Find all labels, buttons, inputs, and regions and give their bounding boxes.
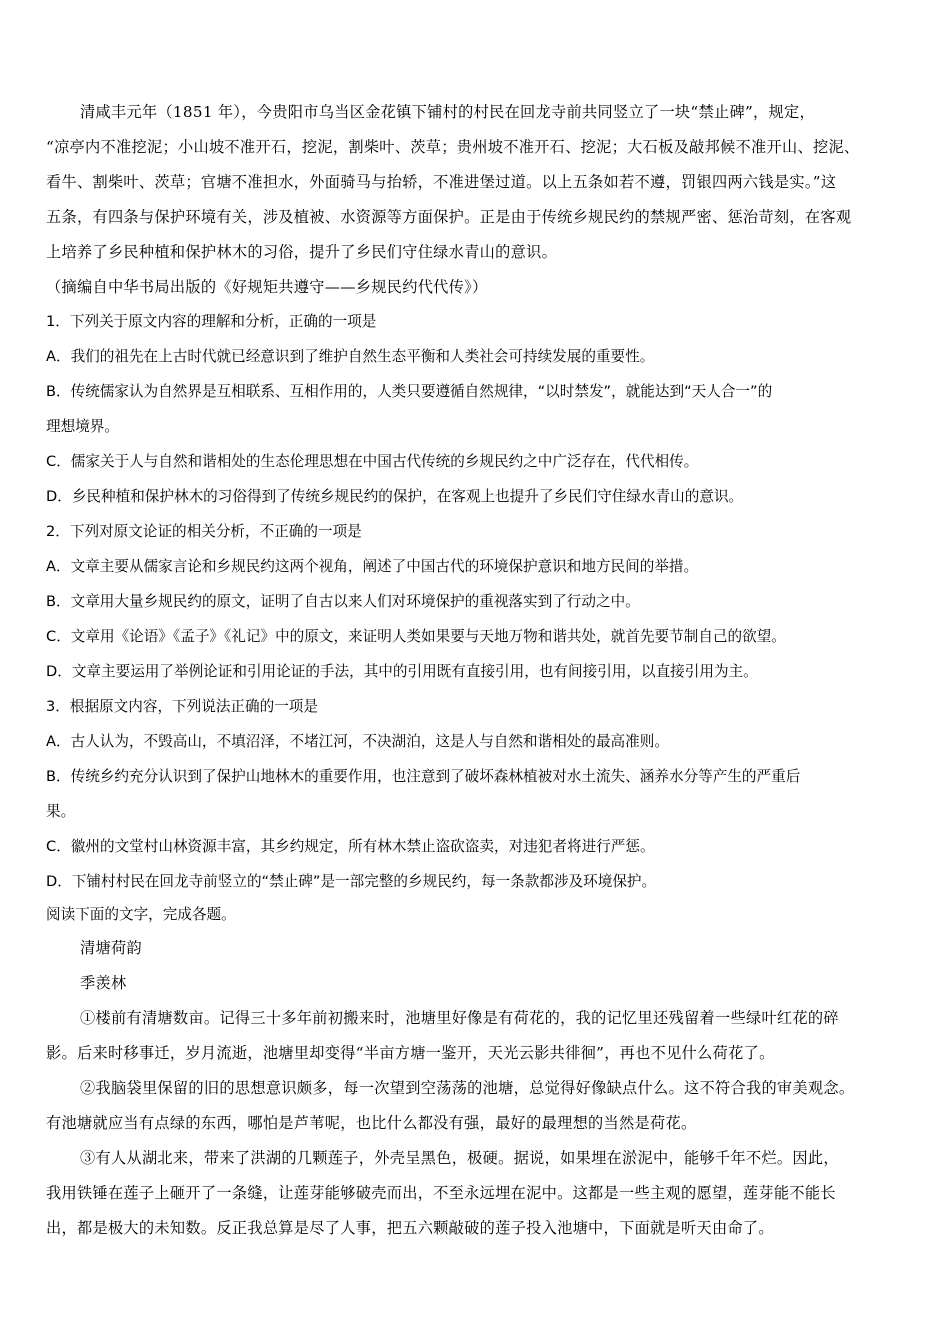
question-1-option-c: C．儒家关于人与自然和谐相处的生态伦理思想在中国古代传统的乡规民约之中广泛存在，代代相传。	[46, 453, 699, 470]
essay-paragraph-line: ①楼前有清塘数亩。记得三十多年前初搬来时，池塘里好像是有荷花的，我的记忆里还残留着一些绿叶红花的碎	[80, 1009, 839, 1027]
question-2-stem: 2．下列对原文论证的相关分析，不正确的一项是	[46, 523, 362, 540]
question-1-option-d: D．乡民种植和保护林木的习俗得到了传统乡规民约的保护，在客观上也提升了乡民们守住绿水青山的意识。	[46, 488, 744, 505]
question-2-option-d: D．文章主要运用了举例论证和引用论证的手法，其中的引用既有直接引用，也有间接引用，以直接引用为主。	[46, 663, 758, 680]
question-3-option-b: B．传统乡约充分认识到了保护山地林木的重要作用，也注意到了破坏森林植被对水土流失、涵养水分等产生的严重后	[46, 768, 801, 785]
question-3-option-a: A．古人认为，不毁高山，不填沼泽，不堵江河，不决湖泊，这是人与自然和谐相处的最高准则。	[46, 733, 669, 750]
question-3-stem: 3．根据原文内容，下列说法正确的一项是	[46, 698, 318, 715]
question-1-stem: 1．下列关于原文内容的理解和分析，正确的一项是	[46, 313, 377, 330]
passage-line-4: 五条，有四条与保护环境有关，涉及植被、水资源等方面保护。正是由于传统乡规民约的禁规严密、惩治苛刻，在客观	[46, 208, 852, 226]
essay-title: 清塘荷韵	[80, 939, 142, 957]
question-2-option-c: C．文章用《论语》《孟子》《礼记》中的原文，来证明人类如果要与天地万物和谐共处，就首先要节制自己的欲望。	[46, 628, 786, 645]
question-2-option-b: B．文章用大量乡规民约的原文，证明了自古以来人们对环境保护的重视落实到了行动之中。	[46, 593, 640, 610]
essay-paragraph-line: ②我脑袋里保留的旧的思想意识颇多，每一次望到空荡荡的池塘，总觉得好像缺点什么。这不符合我的审美观念。	[80, 1079, 855, 1097]
question-3-option-b-cont: 果。	[46, 803, 76, 820]
passage-source: （摘编自中华书局出版的《好规矩共遵守——乡规民约代代传》）	[46, 278, 488, 296]
question-1-option-b: B．传统儒家认为自然界是互相联系、互相作用的，人类只要遵循自然规律，“以时禁发”，就能达到“天人合一”的	[46, 383, 773, 400]
passage-line-1: 清咸丰元年（1851 年），今贵阳市乌当区金花镇下铺村的村民在回龙寺前共同竖立了一块“禁止碑”，规定，	[80, 103, 815, 121]
reading-instruction: 阅读下面的文字，完成各题。	[46, 906, 236, 923]
essay-paragraph-line: 出，都是极大的未知数。反正我总算是尽了人事，把五六颗敲破的莲子投入池塘中，下面就是听天由命了。	[46, 1219, 774, 1237]
essay-author: 季羡林	[80, 974, 127, 992]
question-1-option-b-cont: 理想境界。	[46, 418, 119, 435]
passage-line-2: “凉亭内不准挖泥；小山坡不准开石，挖泥，割柴叶、茨草；贵州坡不准开石、挖泥；大石板及敲邦候不准开山、挖泥、	[46, 138, 860, 156]
question-1-option-a: A．我们的祖先在上古时代就已经意识到了维护自然生态平衡和人类社会可持续发展的重要性。	[46, 348, 655, 365]
passage-line-3: 看牛、割柴叶、茨草；官塘不准担水，外面骑马与抬轿，不准进堡过道。以上五条如若不遵，罚银四两六钱是实。”这	[46, 173, 837, 191]
essay-paragraph-line: 有池塘就应当有点绿的东西，哪怕是芦苇呢，也比什么都没有强，最好的最理想的当然是荷花。	[46, 1114, 697, 1132]
question-3-option-c: C．徽州的文堂村山林资源丰富，其乡约规定，所有林木禁止盗砍盗卖，对违犯者将进行严惩。	[46, 838, 655, 855]
essay-paragraph-line: ③有人从湖北来，带来了洪湖的几颗莲子，外壳呈黑色，极硬。据说，如果埋在淤泥中，能够千年不烂。因此，	[80, 1149, 839, 1167]
question-2-option-a: A．文章主要从儒家言论和乡规民约这两个视角，阐述了中国古代的环境保护意识和地方民间的举措。	[46, 558, 699, 575]
question-3-option-d: D．下铺村村民在回龙寺前竖立的“禁止碑”是一部完整的乡规民约，每一条款都涉及环境保护。	[46, 873, 657, 890]
essay-paragraph-line: 我用铁锤在莲子上砸开了一条缝，让莲芽能够破壳而出，不至永远埋在泥中。这都是一些主观的愿望，莲芽能不能长	[46, 1184, 836, 1202]
passage-line-5: 上培养了乡民种植和保护林木的习俗，提升了乡民们守住绿水青山的意识。	[46, 243, 558, 261]
essay-paragraph-line: 影。后来时移事迁，岁月流逝，池塘里却变得“半亩方塘一鉴开，天光云影共徘徊”，再也不见什么荷花了。	[46, 1044, 775, 1062]
